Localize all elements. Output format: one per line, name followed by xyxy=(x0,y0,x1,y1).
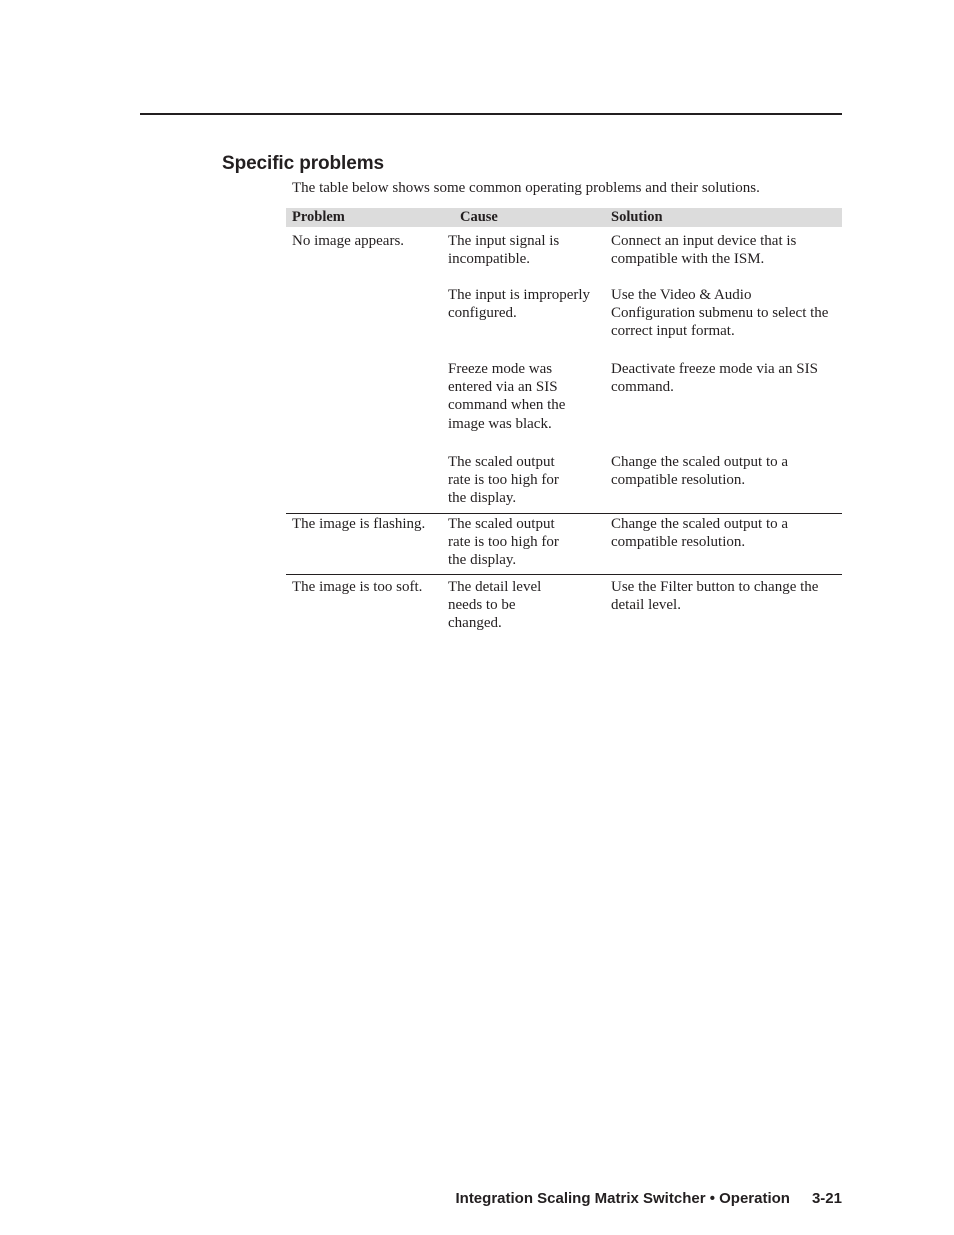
table-row xyxy=(286,513,842,574)
problem-cell: The image is flashing. xyxy=(292,516,426,532)
header-cause: Cause xyxy=(460,209,498,225)
table-row xyxy=(286,227,842,513)
cause-cell: The scaled output rate is too high for the display. xyxy=(448,454,559,507)
problem-cell: The image is too soft. xyxy=(292,579,423,595)
cause-cell: Freeze mode was entered via an SIS command when the image was black. xyxy=(448,361,566,432)
header-rule xyxy=(140,113,842,115)
footer-title: Integration Scaling Matrix Switcher • Operation xyxy=(455,1190,790,1207)
intro-text: The table below shows some common operating problems and their solutions. xyxy=(292,180,760,196)
cause-cell: The input signal is incompatible. xyxy=(448,233,560,268)
problem-cell: No image appears. xyxy=(292,233,405,249)
table-row xyxy=(286,574,842,635)
solution-cell: Change the scaled output to a compatible resolution. xyxy=(611,516,789,551)
solution-cell: Deactivate freeze mode via an SIS command. xyxy=(611,361,818,396)
solution-cell: Use the Filter button to change the detail level. xyxy=(611,579,819,614)
header-solution: Solution xyxy=(611,209,663,225)
solution-cell: Connect an input device that is compatible with the ISM. xyxy=(611,233,797,268)
header-problem: Problem xyxy=(292,209,345,225)
section-title: Specific problems xyxy=(222,153,384,174)
table-header xyxy=(286,208,842,227)
problems-table xyxy=(286,208,842,635)
solution-cell: Change the scaled output to a compatible resolution. xyxy=(611,454,789,489)
page-footer xyxy=(455,1190,842,1207)
cause-cell: The input is improperly configured. xyxy=(448,287,591,322)
cause-cell: The scaled output rate is too high for the display. xyxy=(448,516,559,569)
page-number: 3-21 xyxy=(811,1190,842,1207)
solution-cell: Use the Video & Audio Configuration submenu to select the correct input format. xyxy=(611,287,829,340)
cause-cell: The detail level needs to be changed. xyxy=(448,579,542,632)
